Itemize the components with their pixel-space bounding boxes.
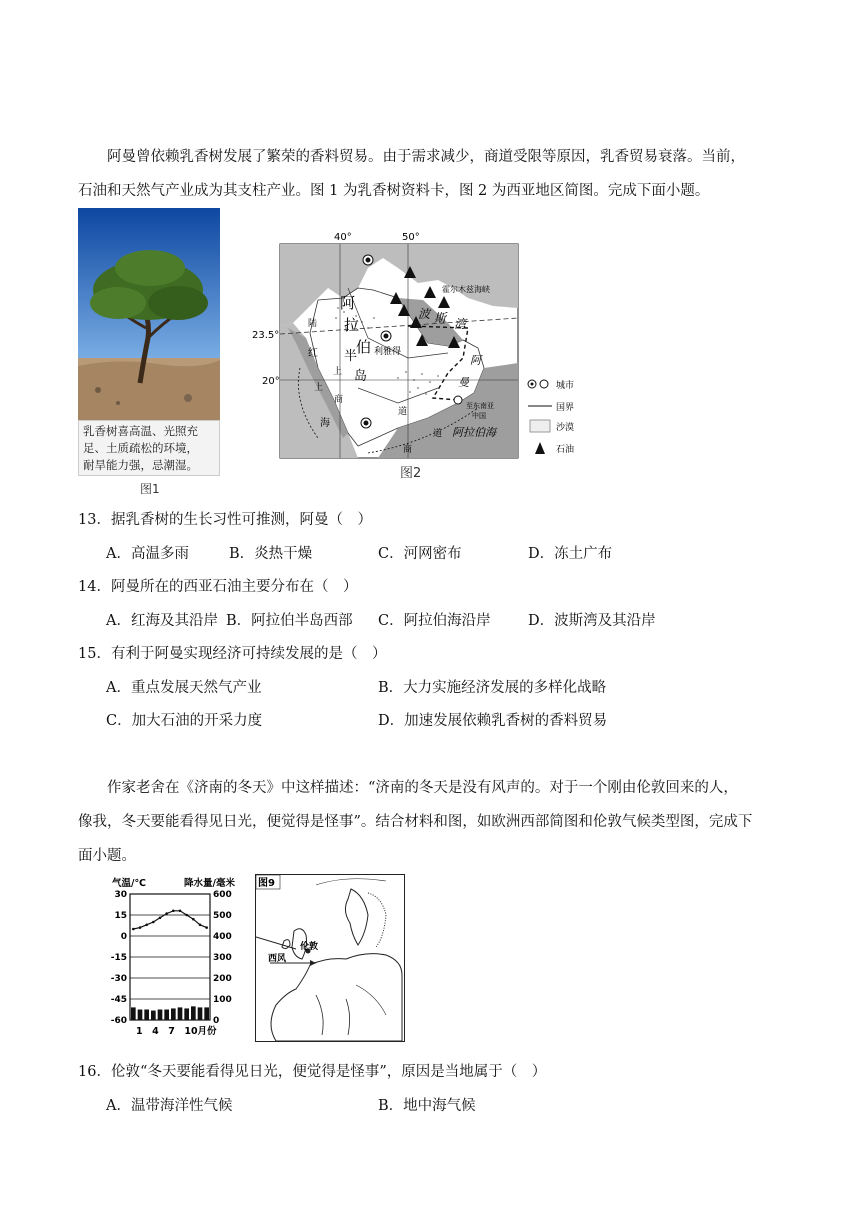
precip-bar xyxy=(138,1010,143,1021)
passage-2 xyxy=(78,771,783,873)
figure-1-caption: 图1 xyxy=(140,482,160,496)
hormuz-label: 霍尔木兹海峡 xyxy=(442,285,490,294)
map-label-bo: 伯 xyxy=(356,338,372,356)
lat-235-label: 23.5° xyxy=(252,330,280,341)
q15-option-b[interactable]: B．大力实施经济发展的多样化战略 xyxy=(378,680,607,696)
legend-border: 国界 xyxy=(556,403,575,413)
precip-bar xyxy=(151,1011,156,1020)
temperature-point xyxy=(179,910,182,913)
figure-2 xyxy=(248,228,588,481)
temperature-point xyxy=(185,914,188,917)
lon-50-label: 50° xyxy=(402,232,420,243)
precip-bar xyxy=(191,1006,196,1020)
map-label-hai: 海 xyxy=(320,418,330,429)
map-label-a2: 阿 xyxy=(470,354,481,367)
temp-tick-label: 0 xyxy=(120,932,127,942)
map-label-wan: 湾 xyxy=(454,317,467,331)
card-line-3: 耐旱能力强，忌潮湿。 xyxy=(83,458,198,472)
temp-tick-label: -15 xyxy=(110,953,127,963)
precip-tick-label: 100 xyxy=(213,995,232,1005)
precip-bar xyxy=(198,1007,203,1020)
question-14-stem: 阿曼所在的西亚石油主要分布在（ ） xyxy=(110,579,358,595)
map-label-dao3: 道 xyxy=(433,429,443,439)
west-asia-map xyxy=(248,228,588,478)
map-label-ban: 半 xyxy=(344,349,358,364)
precip-tick-label: 0 xyxy=(213,1016,220,1026)
to-china-label: 中国 xyxy=(472,412,486,420)
question-15-number: 15． xyxy=(78,646,111,662)
precip-bar xyxy=(204,1007,209,1020)
map-label-dao2: 道 xyxy=(398,407,408,417)
q15-option-c[interactable]: C．加大石油的开采力度 xyxy=(106,713,263,729)
temperature-point xyxy=(199,924,202,927)
precip-bar xyxy=(144,1010,149,1021)
lat-20-label: 20° xyxy=(262,376,280,387)
question-16-number: 16． xyxy=(78,1064,111,1080)
temp-tick-label: -30 xyxy=(110,974,127,984)
westerly-label: 西风 xyxy=(268,954,287,964)
temp-tick-label: -60 xyxy=(110,1016,127,1026)
precip-tick-label: 600 xyxy=(213,890,232,900)
passage-2-line-2: 像我，冬天要能看得见日光，便觉得是怪事”。结合材料和图，如欧洲西部简图和伦敦气候类型图，完成下 xyxy=(78,814,753,830)
precip-bar xyxy=(131,1007,136,1020)
figure-2-caption: 图2 xyxy=(400,466,422,481)
temperature-point xyxy=(132,928,135,931)
q16-option-a[interactable]: A．温带海洋性气候 xyxy=(106,1098,233,1114)
precip-bar xyxy=(164,1010,169,1021)
precip-bar xyxy=(184,1008,189,1020)
month-axis-label: 1 4 7 10月份 xyxy=(136,1026,217,1037)
map-legend xyxy=(528,379,574,455)
temperature-point xyxy=(205,926,208,929)
q15-option-a[interactable]: A．重点发展天然气产业 xyxy=(106,680,262,696)
map-label-shang2: 上 xyxy=(314,383,324,393)
passage-1 xyxy=(78,140,783,208)
london-label: 伦敦 xyxy=(300,942,319,952)
question-13 xyxy=(78,508,372,529)
question-15-stem: 有利于阿曼实现经济可持续发展的是（ ） xyxy=(110,646,387,662)
q13-option-b[interactable]: B．炎热干燥 xyxy=(229,546,313,562)
map-label-dao: 岛 xyxy=(354,369,368,384)
temperature-point xyxy=(139,926,142,929)
map-label-man: 曼 xyxy=(458,376,469,389)
precip-tick-label: 200 xyxy=(213,974,232,984)
climate-chart-svg xyxy=(100,874,250,1044)
map-label-bosi: 斯 xyxy=(434,311,447,325)
question-14 xyxy=(78,575,357,596)
q14-option-a[interactable]: A．红海及其沿岸 xyxy=(106,613,218,629)
europe-map xyxy=(255,874,405,1042)
question-15 xyxy=(78,642,386,663)
question-13-number: 13． xyxy=(78,512,111,528)
map-label-a: 阿 xyxy=(340,294,356,312)
q13-option-a[interactable]: A．高温多雨 xyxy=(106,546,189,562)
legend-oil: 石油 xyxy=(556,445,575,455)
map-label-lu: 陆 xyxy=(308,319,318,329)
question-13-stem: 据乳香树的生长习性可推测，阿曼（ ） xyxy=(110,512,372,528)
passage-1-line-1: 阿曼曾依赖乳香树发展了繁荣的香料贸易。由于需求减少，商道受限等原因，乳香贸易衰落。当前， xyxy=(107,149,745,165)
q14-option-d[interactable]: D．波斯湾及其沿岸 xyxy=(528,613,656,629)
map-label-la: 拉 xyxy=(344,316,360,334)
climate-chart xyxy=(100,874,250,1044)
question-16 xyxy=(78,1060,546,1081)
riyadh-label: 利雅得 xyxy=(374,347,402,357)
map-label-shang: 上 xyxy=(333,367,343,377)
temp-axis-label: 气温/℃ xyxy=(112,878,146,889)
passage-2-line-1: 作家老舍在《济南的冬天》中这样描述：“济南的冬天是没有风声的。对于一个刚由伦敦回来的人， xyxy=(107,780,738,796)
frankincense-card-text xyxy=(78,420,220,476)
q16-option-b[interactable]: B．地中海气候 xyxy=(378,1098,476,1114)
precip-bar xyxy=(158,1010,163,1021)
temperature-point xyxy=(159,917,162,920)
europe-fig-label: 图9 xyxy=(258,878,275,889)
temperature-point xyxy=(145,924,148,927)
passage-2-line-3: 面小题。 xyxy=(78,848,136,864)
temp-tick-label: 30 xyxy=(114,890,127,900)
temperature-point xyxy=(165,912,168,915)
temperature-point xyxy=(192,918,195,921)
precip-axis-label: 降水量/毫米 xyxy=(184,878,235,889)
q13-option-c[interactable]: C．河网密布 xyxy=(378,546,462,562)
q14-option-b[interactable]: B．阿拉伯半岛西部 xyxy=(226,613,353,629)
precip-bar xyxy=(178,1007,183,1020)
question-16-stem: 伦敦“冬天要能看得见日光，便觉得是怪事”，原因是当地属于（ ） xyxy=(110,1064,547,1080)
q15-option-d[interactable]: D．加速发展依赖乳香树的香料贸易 xyxy=(378,713,608,729)
to-east-label: 至东南亚 xyxy=(466,402,494,410)
precip-tick-label: 300 xyxy=(213,953,232,963)
lon-40-label: 40° xyxy=(334,232,352,243)
map-label-bo2: 波 xyxy=(418,307,431,321)
legend-city: 城市 xyxy=(556,381,575,391)
temperature-point xyxy=(152,921,155,924)
europe-map-svg xyxy=(256,875,404,1041)
card-line-1: 乳香树喜高温、光照充 xyxy=(83,424,198,438)
q14-option-c[interactable]: C．阿拉伯海沿岸 xyxy=(378,613,491,629)
figure-1 xyxy=(78,208,220,496)
precip-bar xyxy=(171,1008,176,1020)
card-line-2: 足、土质疏松的环境， xyxy=(83,441,198,455)
temperature-point xyxy=(172,910,175,913)
legend-desert: 沙漠 xyxy=(556,423,575,433)
q13-option-d[interactable]: D．冻土广布 xyxy=(528,546,613,562)
map-label-shang4: 商 xyxy=(403,445,413,455)
map-label-hong: 红 xyxy=(308,348,318,359)
precip-tick-label: 500 xyxy=(213,911,232,921)
arabian-sea-label: 阿拉伯海 xyxy=(452,426,496,439)
passage-1-line-2: 石油和天然气产业成为其支柱产业。图 1 为乳香树资料卡，图 2 为西亚地区简图。完成下面小题。 xyxy=(78,183,710,199)
map-label-shang3: 商 xyxy=(334,395,344,405)
temp-tick-label: 15 xyxy=(114,911,127,921)
temp-tick-label: -45 xyxy=(110,995,127,1005)
frankincense-tree-photo xyxy=(78,208,220,420)
question-14-number: 14． xyxy=(78,579,111,595)
precip-tick-label: 400 xyxy=(213,932,232,942)
